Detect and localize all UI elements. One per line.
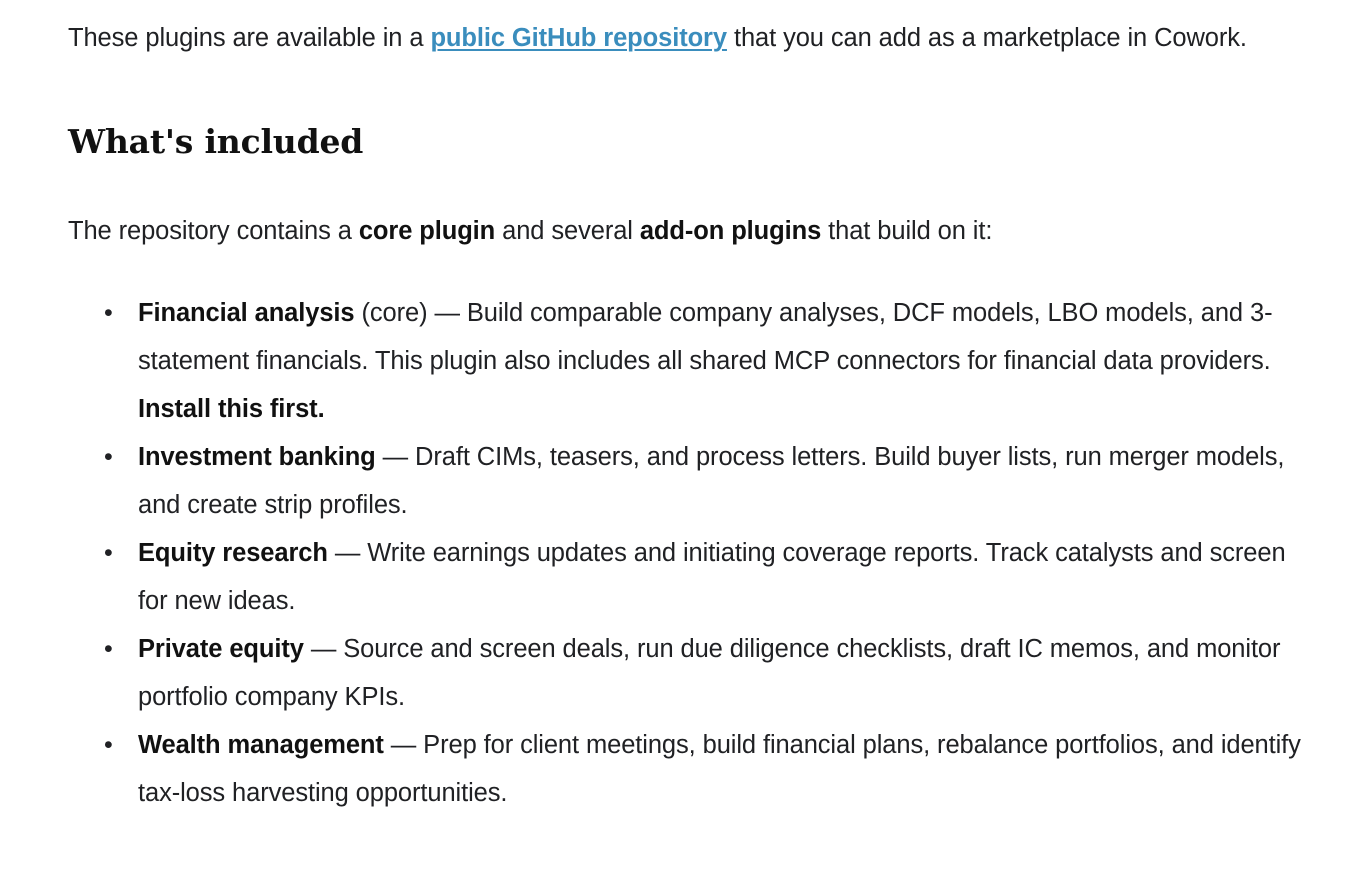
lead-paragraph: [68, 207, 1312, 255]
plugin-description: — Source and screen deals, run due diligence checklists, draft IC memos, and monitor portfolio company KPIs.: [138, 635, 1281, 711]
intro-text-after: that you can add as a marketplace in Cowork.: [726, 24, 1247, 52]
plugin-emphasis: Install this first.: [138, 395, 325, 423]
section-heading-whats-included: What's included: [68, 122, 364, 161]
lead-text-1: The repository contains a: [68, 217, 359, 245]
plugin-name: Private equity: [138, 635, 304, 663]
lead-text-3: that build on it:: [821, 217, 993, 245]
list-item: [104, 289, 1312, 433]
lead-bold-core-plugin: core plugin: [358, 217, 496, 245]
plugin-name: Financial analysis: [138, 299, 355, 327]
plugin-name: Wealth management: [138, 731, 384, 759]
plugin-description: — Prep for client meetings, build financial plans, rebalance portfolios, and identify tax-loss harvesting opportunities.: [138, 731, 1301, 807]
plugin-description: — Write earnings updates and initiating coverage reports. Track catalysts and screen for new ideas.: [138, 539, 1286, 615]
list-item: [104, 625, 1312, 721]
plugin-name: Investment banking: [138, 443, 376, 471]
list-item: [104, 721, 1312, 817]
plugin-name: Equity research: [138, 539, 328, 567]
list-item: [104, 529, 1312, 625]
lead-text-2: and several: [495, 217, 640, 245]
plugin-description: — Draft CIMs, teasers, and process letters. Build buyer lists, run merger models, and create strip profiles.: [138, 443, 1285, 519]
plugin-description: (core) — Build comparable company analyses, DCF models, LBO models, and 3-statement financials. This plugin also includes all shared MCP connectors for financial data providers.: [138, 299, 1273, 375]
public-github-repository-link[interactable]: public GitHub repository: [430, 24, 727, 52]
plugin-list: [68, 289, 1312, 817]
list-item: [104, 433, 1312, 529]
lead-bold-add-on-plugins: add-on plugins: [639, 217, 822, 245]
intro-text-before: These plugins are available in a: [68, 24, 431, 52]
intro-paragraph: [68, 14, 1268, 62]
